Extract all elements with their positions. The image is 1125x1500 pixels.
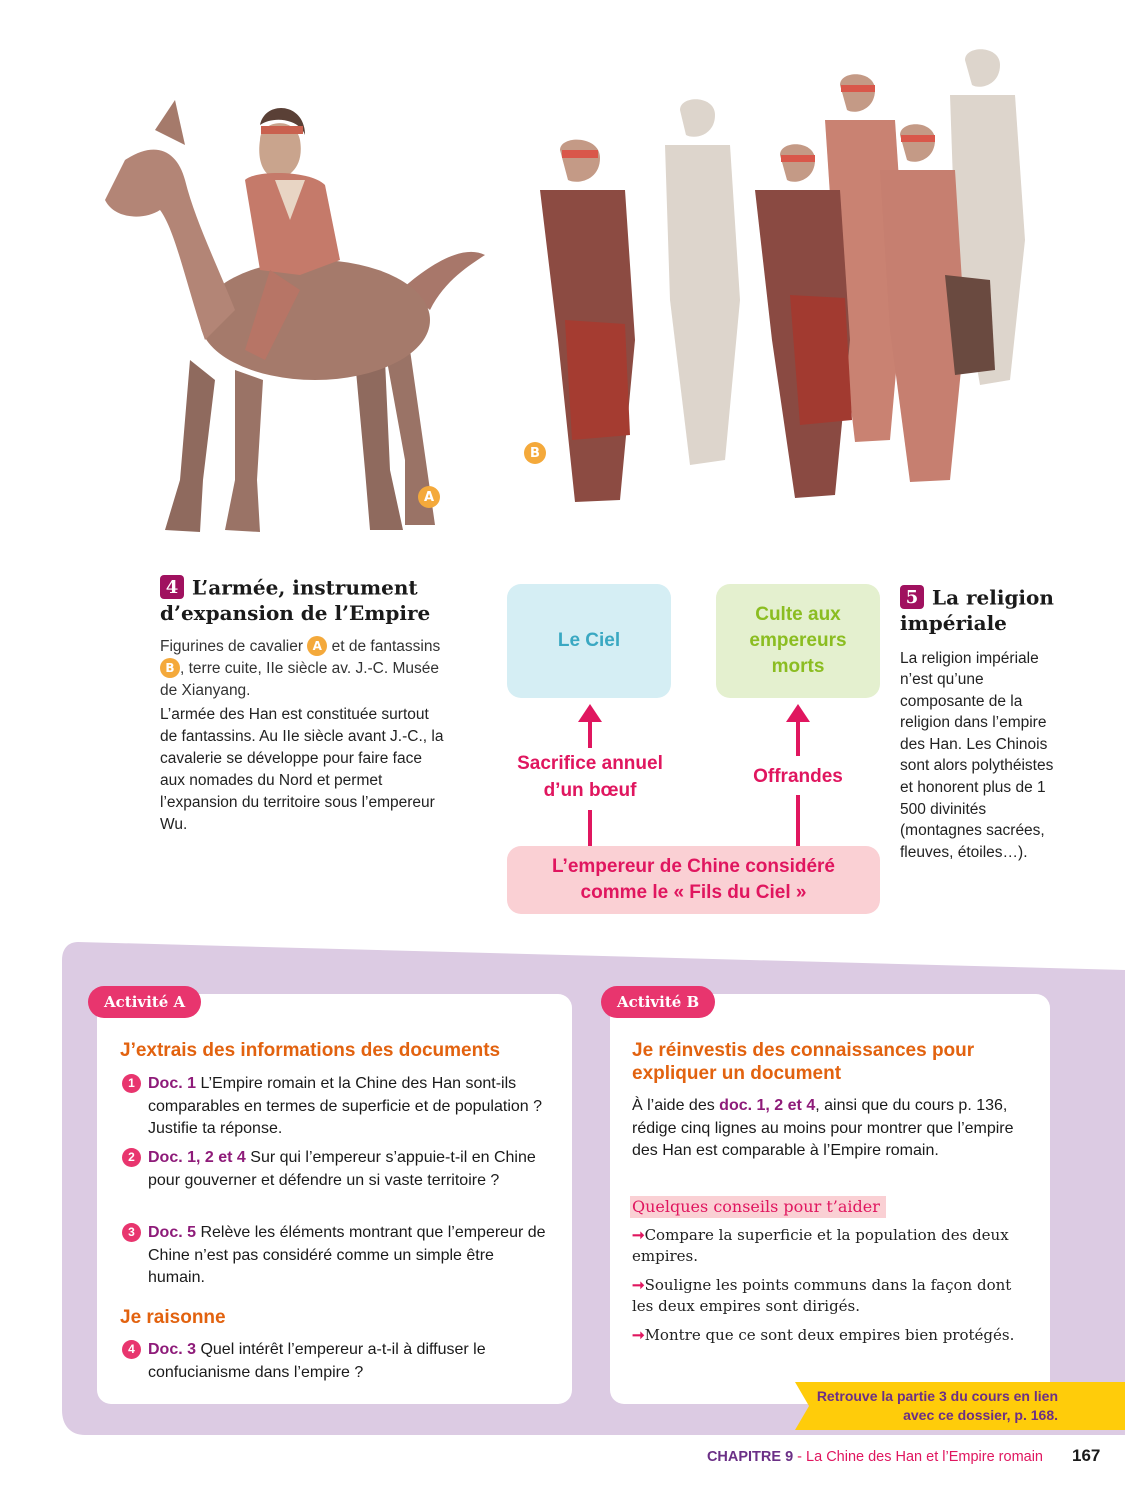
doc5-body: La religion impériale n’est qu’une composante de la religion dans l’empire des Han. Les Chinois sont alors polythéistes et honorent plus de 1 500 divinités (montagnes sacrées, fleuves, étoiles…). bbox=[900, 649, 1054, 861]
tip-3: ➞Montre que ce sont deux empires bien protégés. bbox=[632, 1326, 1015, 1344]
doc5-block bbox=[900, 585, 1070, 863]
arrow-right-icon: ➞ bbox=[632, 1276, 645, 1294]
question-4-number: 4 bbox=[122, 1340, 141, 1359]
activity-b-tab: Activité B bbox=[601, 986, 715, 1018]
tips-title: Quelques conseils pour t’aider bbox=[630, 1196, 886, 1218]
question-1-number: 1 bbox=[122, 1074, 141, 1093]
doc4-number: 4 bbox=[160, 575, 184, 599]
caption-marker-b: B bbox=[160, 658, 180, 678]
page-footer: CHAPITRE 9 - La Chine des Han et l’Empire romain bbox=[706, 1449, 1043, 1465]
horseman-figurine-photo bbox=[85, 60, 495, 540]
doc4-block bbox=[160, 575, 450, 836]
offerings-label: Offrandes bbox=[753, 766, 843, 787]
sacrifice-label: Sacrifice annuel d’un bœuf bbox=[517, 753, 663, 801]
question-3-number: 3 bbox=[122, 1223, 141, 1242]
cult-box: Culte aux empereurs morts bbox=[716, 584, 880, 698]
emperor-box: L’empereur de Chine considéré comme le « Fils du Ciel » bbox=[507, 846, 880, 914]
doc4-caption: Figurines de cavalier A et de fantassins B , terre cuite, IIe siècle av. J.-C. Musée de Xianyang. bbox=[160, 637, 441, 699]
tip-2: ➞Souligne les points communs dans la façon dont les deux empires sont dirigés. bbox=[632, 1276, 1012, 1315]
chapter-label: CHAPITRE 9 bbox=[706, 1449, 794, 1465]
doc4-body: L’armée des Han est constituée surtout de fantassins. Au IIe siècle avant J.-C., la cavalerie se développe pour faire face aux nomades du Nord et permet l’expansion du territoire sous l’empereur Wu. bbox=[160, 705, 444, 833]
arrow-right-icon: ➞ bbox=[632, 1226, 645, 1244]
activity-b-heading: Je réinvestis des connaissances pour expliquer un document bbox=[632, 1040, 975, 1084]
question-1: 1 Doc. 1 L’Empire romain et la Chine des Han sont-ils comparables en termes de superficie et de population ? Justifie ta réponse. bbox=[148, 1073, 548, 1141]
sky-box: Le Ciel bbox=[507, 584, 671, 698]
course-link-text: Retrouve la partie 3 du cours en lien avec ce dossier, p. 168. bbox=[816, 1388, 1058, 1423]
marker-b: B bbox=[524, 442, 546, 464]
activity-a-heading: J’extrais des informations des documents bbox=[120, 1040, 501, 1061]
reasoning-heading: Je raisonne bbox=[120, 1307, 226, 1328]
doc5-title: 5 La religion impériale bbox=[900, 585, 1054, 635]
question-2-number: 2 bbox=[122, 1148, 141, 1167]
doc5-number: 5 bbox=[900, 585, 924, 609]
caption-marker-a: A bbox=[307, 636, 327, 656]
tip-1: ➞Compare la superficie et la population des deux empires. bbox=[632, 1226, 1009, 1265]
activity-a-tab: Activité A bbox=[88, 986, 201, 1018]
infantry-figurines-photo bbox=[510, 40, 1040, 520]
marker-a: A bbox=[418, 486, 440, 508]
arrow-right-icon: ➞ bbox=[632, 1326, 645, 1344]
chapter-title: La Chine des Han et l’Empire romain bbox=[806, 1449, 1043, 1465]
page-number: 167 bbox=[1072, 1446, 1101, 1465]
question-4: 4 Doc. 3 Quel intérêt l’empereur a-t-il à diffuser le confucianisme dans l’empire ? bbox=[148, 1339, 548, 1384]
doc4-title: 4 L’armée, instrument d’expansion de l’Empire bbox=[160, 575, 431, 625]
activity-b-instructions: À l’aide des doc. 1, 2 et 4, ainsi que du cours p. 136, rédige cinq lignes au moins pour montrer que l’empire des Han est comparable à l’Empire romain. bbox=[632, 1097, 1014, 1159]
question-2: 2 Doc. 1, 2 et 4 Sur qui l’empereur s’appuie-t-il en Chine pour gouverner et défendre un si vaste territoire ? bbox=[148, 1147, 548, 1192]
question-3: 3 Doc. 5 Relève les éléments montrant que l’empereur de Chine n’est pas considéré comme un simple être humain. bbox=[148, 1222, 548, 1290]
